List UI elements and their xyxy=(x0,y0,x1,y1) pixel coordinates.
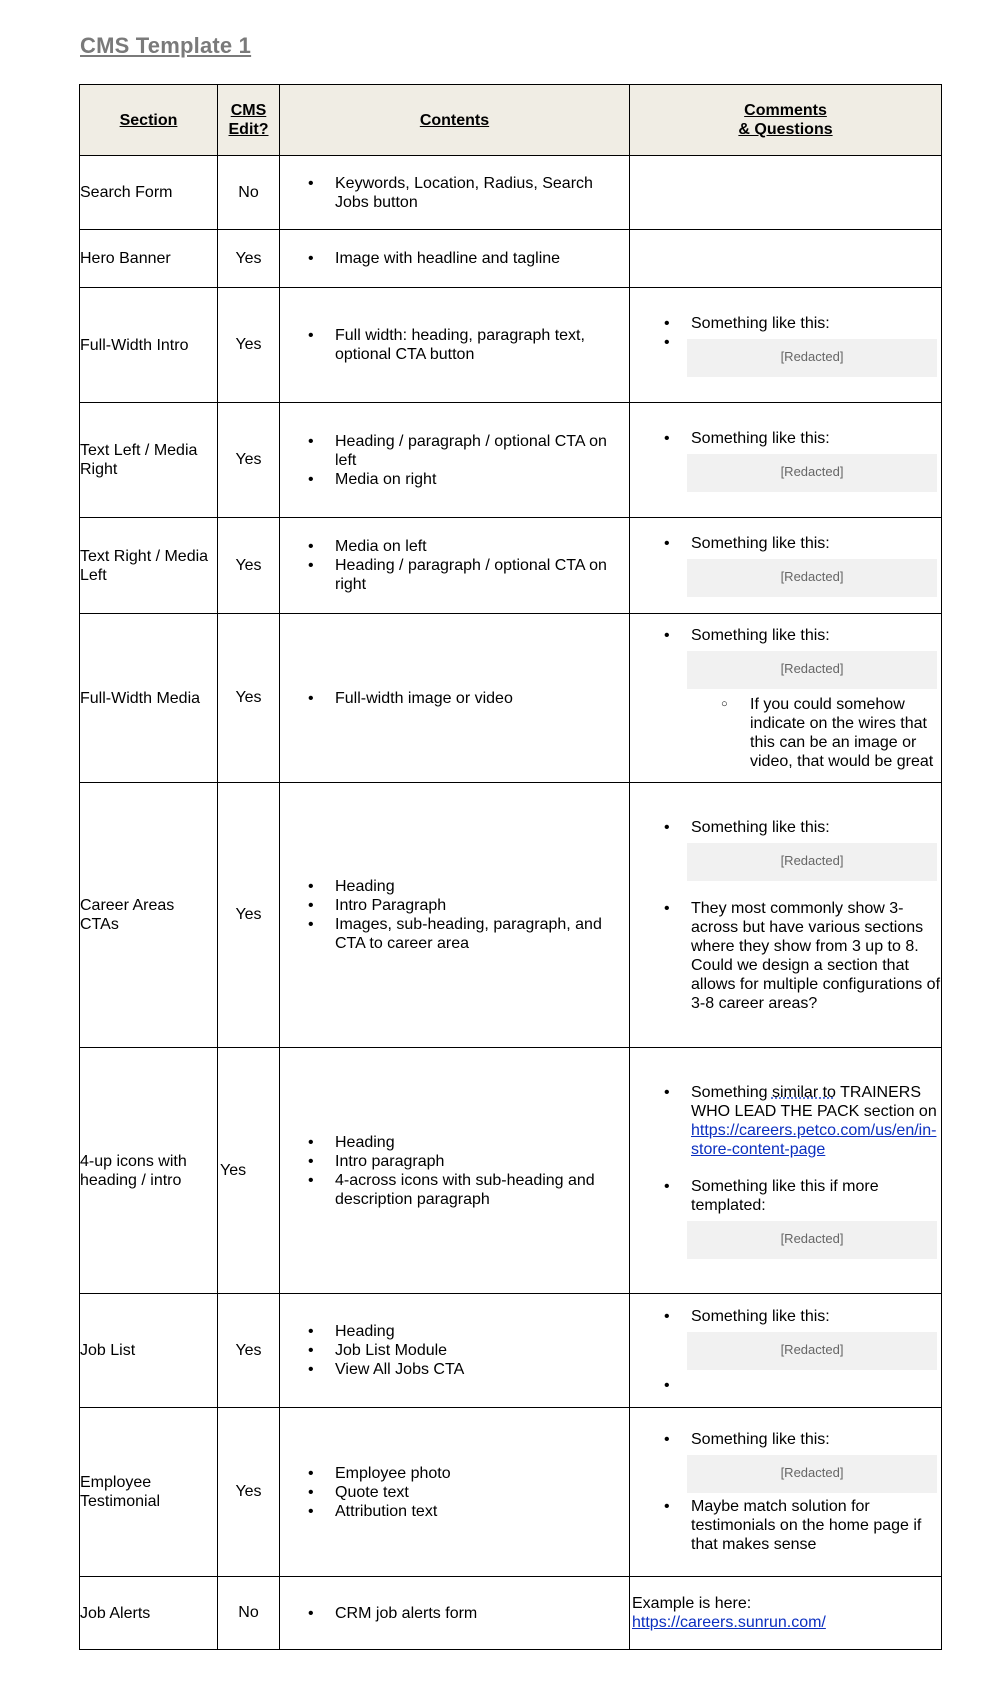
redacted-image: [Redacted] xyxy=(687,843,937,881)
petco-link[interactable]: https://careers.petco.com/us/en/in-store-content-page xyxy=(691,1121,937,1158)
list-item: • Heading xyxy=(335,877,629,896)
list-item: • Something like this: xyxy=(691,818,941,837)
list-item: • Full width: heading, paragraph text, optional CTA button xyxy=(335,326,629,364)
list-item: • Employee photo xyxy=(335,1464,629,1483)
comments-cell xyxy=(630,518,942,614)
list-item: • Something like this: xyxy=(691,429,941,448)
cms-edit-value: Yes xyxy=(218,1408,280,1577)
comments-cell xyxy=(630,1577,942,1650)
list-item: • Heading xyxy=(335,1133,629,1152)
list-item: • Intro paragraph xyxy=(335,1152,629,1171)
list-item: • Heading xyxy=(335,1322,629,1341)
contents-cell xyxy=(280,1294,630,1408)
header-comments: Comments & Questions xyxy=(630,85,942,156)
table-row xyxy=(80,1048,942,1294)
comments-cell xyxy=(630,156,942,230)
contents-cell xyxy=(280,156,630,230)
section-name: Search Form xyxy=(80,156,218,230)
cms-edit-value: Yes xyxy=(218,518,280,614)
redacted-image: [Redacted] xyxy=(687,559,937,597)
comments-cell xyxy=(630,614,942,783)
cms-edit-value: Yes xyxy=(218,614,280,783)
table-row xyxy=(80,288,942,403)
list-item: • They most commonly show 3-across but have various sections where they show from 3 up to 8. Could we design a section that allows for multiple configurations of 3-8 career areas? xyxy=(691,899,941,1013)
table-row xyxy=(80,1408,942,1577)
section-name: Job Alerts xyxy=(80,1577,218,1650)
list-item: • Something like this: xyxy=(691,1430,941,1449)
section-name: Hero Banner xyxy=(80,230,218,288)
table-row xyxy=(80,403,942,518)
contents-cell xyxy=(280,230,630,288)
section-name: Employee Testimonial xyxy=(80,1408,218,1577)
section-name: Full-Width Media xyxy=(80,614,218,783)
sunrun-link[interactable]: https://careers.sunrun.com/ xyxy=(632,1614,826,1631)
list-item: • Maybe match solution for testimonials on the home page if that makes sense xyxy=(691,1497,941,1554)
contents-cell xyxy=(280,518,630,614)
list-item: • Image with headline and tagline xyxy=(335,249,629,268)
section-name: Text Left / Media Right xyxy=(80,403,218,518)
comments-cell xyxy=(630,1408,942,1577)
cms-edit-value: Yes xyxy=(218,1294,280,1408)
list-item: • CRM job alerts form xyxy=(335,1604,629,1623)
document-title: CMS Template 1 xyxy=(80,33,252,58)
contents-cell xyxy=(280,288,630,403)
section-name: 4-up icons with heading / intro xyxy=(80,1048,218,1294)
table-row xyxy=(80,230,942,288)
cms-edit-value: Yes xyxy=(218,288,280,403)
section-name: Full-Width Intro xyxy=(80,288,218,403)
list-item: • Keywords, Location, Radius, Search Jobs button xyxy=(335,174,629,212)
table-row xyxy=(80,518,942,614)
comments-cell xyxy=(630,288,942,403)
contents-cell xyxy=(280,614,630,783)
header-contents: Contents xyxy=(280,85,630,156)
comments-cell xyxy=(630,783,942,1048)
cms-edit-value: No xyxy=(218,156,280,230)
cms-edit-value: Yes xyxy=(218,403,280,518)
sub-list-item: ○ If you could somehow indicate on the wires that this can be an image or video, that would be great xyxy=(750,695,941,771)
list-item: • View All Jobs CTA xyxy=(335,1360,629,1379)
list-item: • Something like this if more templated: xyxy=(691,1177,941,1215)
redacted-image: [Redacted] xyxy=(687,454,937,492)
list-item: • Quote text xyxy=(335,1483,629,1502)
contents-cell xyxy=(280,1408,630,1577)
redacted-image: [Redacted] xyxy=(687,1221,937,1259)
comments-cell xyxy=(630,1048,942,1294)
cms-template-table xyxy=(79,84,942,1650)
section-name: Career Areas CTAs xyxy=(80,783,218,1048)
cms-edit-value: Yes xyxy=(218,783,280,1048)
list-item: • Heading / paragraph / optional CTA on right xyxy=(335,556,629,594)
header-cms-edit: CMS Edit? xyxy=(218,85,280,156)
comments-cell xyxy=(630,230,942,288)
list-item: • Heading / paragraph / optional CTA on left xyxy=(335,432,629,470)
list-item: • Something like this: xyxy=(691,314,941,333)
list-item: • Attribution text xyxy=(335,1502,629,1521)
list-item: • Images, sub-heading, paragraph, and CTA to career area xyxy=(335,915,629,953)
header-row xyxy=(80,85,942,156)
cms-edit-value: Yes xyxy=(218,1048,280,1294)
header-section: Section xyxy=(80,85,218,156)
contents-cell xyxy=(280,1577,630,1650)
empty-list-item xyxy=(691,1376,941,1395)
redacted-image: [Redacted] xyxy=(687,651,937,689)
example-label: Example is here: xyxy=(632,1595,752,1612)
table-row xyxy=(80,1294,942,1408)
contents-cell xyxy=(280,403,630,518)
list-item: • Job List Module xyxy=(335,1341,629,1360)
table-row xyxy=(80,1577,942,1650)
contents-cell xyxy=(280,1048,630,1294)
list-item: • Media on left xyxy=(335,537,629,556)
table-row xyxy=(80,614,942,783)
list-item: • 4-across icons with sub-heading and description paragraph xyxy=(335,1171,629,1209)
redacted-image: [Redacted] xyxy=(687,1455,937,1493)
table-row xyxy=(80,783,942,1048)
comments-cell xyxy=(630,403,942,518)
list-item: • Intro Paragraph xyxy=(335,896,629,915)
cms-edit-value: Yes xyxy=(218,230,280,288)
list-item: • Media on right xyxy=(335,470,629,489)
list-item: • Something like this: xyxy=(691,1307,941,1326)
list-item: • Something like this: xyxy=(691,626,941,645)
section-name: Job List xyxy=(80,1294,218,1408)
list-item: • Something like this: xyxy=(691,534,941,553)
list-item: • Something similar to TRAINERS WHO LEAD THE PACK section on https://careers.petco.com/us/en/in-store-content-page xyxy=(691,1083,941,1159)
list-item: • Full-width image or video xyxy=(335,689,629,708)
comments-cell xyxy=(630,1294,942,1408)
contents-cell xyxy=(280,783,630,1048)
cms-edit-value: No xyxy=(218,1577,280,1650)
redacted-image: [Redacted] xyxy=(687,339,937,377)
section-name: Text Right / Media Left xyxy=(80,518,218,614)
redacted-image: [Redacted] xyxy=(687,1332,937,1370)
table-row xyxy=(80,156,942,230)
